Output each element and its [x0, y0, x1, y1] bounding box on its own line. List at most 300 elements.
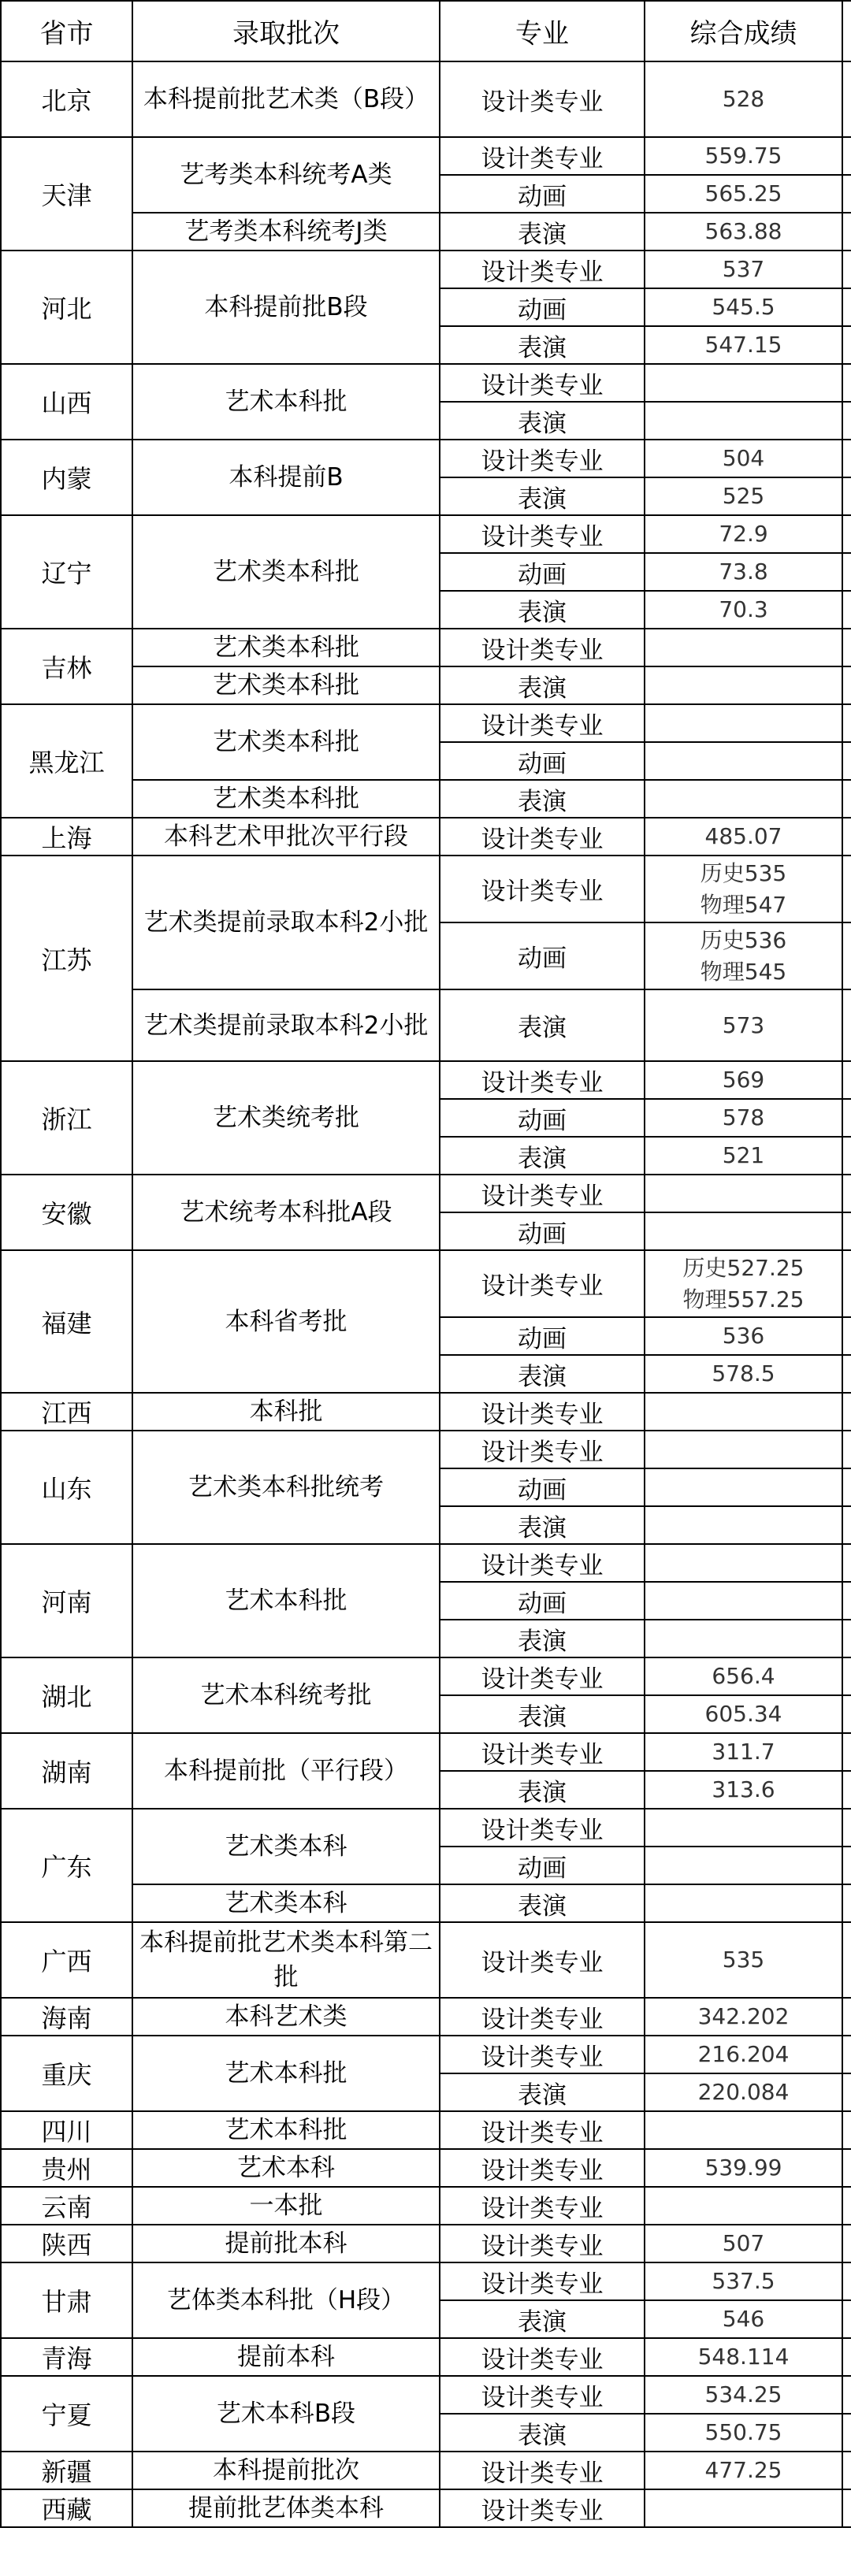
batch-cell: 本科提前批B段 — [132, 251, 440, 364]
score-line: 342.202 — [697, 2003, 790, 2029]
score-cell — [645, 1884, 842, 1922]
score-cell — [645, 2149, 842, 2187]
score-cell — [645, 1998, 842, 2036]
score-cell — [645, 61, 842, 137]
table-row — [1, 137, 851, 175]
extra-cell — [842, 1733, 851, 1771]
extra-cell — [842, 137, 851, 175]
province-cell: 宁夏 — [1, 2376, 132, 2452]
province-cell: 天津 — [1, 137, 132, 251]
score-cell — [645, 989, 842, 1061]
table-row — [1, 1922, 851, 1998]
batch-cell: 艺术本科批 — [132, 1544, 440, 1657]
extra-cell — [842, 1582, 851, 1620]
batch-cell: 艺术本科B段 — [132, 2376, 440, 2452]
score-cell — [645, 2111, 842, 2149]
extra-cell — [842, 1657, 851, 1695]
score-line: 559.75 — [704, 143, 782, 169]
score-line: 545.5 — [712, 294, 775, 320]
batch-cell: 艺术类本科批 — [132, 629, 440, 666]
extra-cell — [842, 515, 851, 553]
extra-cell — [842, 1355, 851, 1393]
province-cell: 西藏 — [1, 2489, 132, 2527]
major-cell: 设计类专业 — [440, 2262, 645, 2300]
score-line: 220.084 — [697, 2079, 790, 2105]
score-line: 70.3 — [719, 596, 768, 622]
major-cell: 动画 — [440, 1468, 645, 1506]
score-line: 565.25 — [704, 180, 782, 206]
score-line: 525 — [722, 483, 765, 509]
table-row — [1, 2225, 851, 2262]
score-cell — [645, 1393, 842, 1431]
major-cell: 表演 — [440, 1506, 645, 1544]
major-cell: 表演 — [440, 1884, 645, 1922]
table-row — [1, 2452, 851, 2489]
major-cell: 动画 — [440, 1582, 645, 1620]
table-row — [1, 364, 851, 402]
major-cell: 设计类专业 — [440, 364, 645, 402]
extra-cell — [842, 2300, 851, 2338]
table-header-row — [1, 1, 851, 61]
score-cell — [645, 2414, 842, 2452]
extra-cell — [842, 704, 851, 742]
province-cell: 浙江 — [1, 1061, 132, 1175]
score-line: 578.5 — [712, 1360, 775, 1386]
table-row — [1, 1250, 851, 1317]
score-cell — [645, 922, 842, 989]
major-cell: 设计类专业 — [440, 2187, 645, 2225]
score-cell — [645, 2262, 842, 2300]
extra-cell — [842, 922, 851, 989]
major-cell: 设计类专业 — [440, 1733, 645, 1771]
table-row — [1, 2149, 851, 2187]
score-cell — [645, 1431, 842, 1468]
extra-cell — [842, 780, 851, 818]
score-cell — [645, 742, 842, 780]
table-row — [1, 2111, 851, 2149]
extra-cell — [842, 326, 851, 364]
score-line: 物理557.25 — [682, 1286, 805, 1312]
extra-cell — [842, 742, 851, 780]
major-cell: 设计类专业 — [440, 2376, 645, 2414]
score-line: 313.6 — [712, 1776, 775, 1802]
table-body — [1, 61, 851, 2527]
batch-cell: 艺术类本科批 — [132, 666, 440, 704]
province-cell: 新疆 — [1, 2452, 132, 2489]
score-line: 311.7 — [712, 1739, 775, 1765]
province-cell: 山东 — [1, 1431, 132, 1544]
major-cell: 设计类专业 — [440, 1657, 645, 1695]
score-line: 547.15 — [704, 332, 782, 358]
score-line: 历史536 — [700, 926, 787, 953]
batch-cell: 艺考类本科统考J类 — [132, 213, 440, 251]
extra-cell — [842, 1771, 851, 1809]
score-line: 485.07 — [704, 823, 782, 849]
extra-cell — [842, 477, 851, 515]
extra-cell — [842, 1884, 851, 1922]
province-cell: 河北 — [1, 251, 132, 364]
major-cell: 表演 — [440, 591, 645, 629]
province-cell: 甘肃 — [1, 2262, 132, 2338]
table-row — [1, 1998, 851, 2036]
batch-cell: 艺术本科统考批 — [132, 1657, 440, 1733]
table-row — [1, 2262, 851, 2300]
score-line: 537.5 — [712, 2268, 775, 2294]
major-cell: 设计类专业 — [440, 1809, 645, 1847]
major-cell: 动画 — [440, 288, 645, 326]
extra-cell — [842, 213, 851, 251]
extra-cell — [842, 1175, 851, 1212]
extra-cell — [842, 591, 851, 629]
score-line: 536 — [722, 1323, 765, 1349]
table-row — [1, 856, 851, 922]
score-cell — [645, 1809, 842, 1847]
province-cell: 广东 — [1, 1809, 132, 1922]
extra-cell — [842, 1317, 851, 1355]
batch-cell: 艺术类提前录取本科2小批 — [132, 856, 440, 989]
major-cell: 表演 — [440, 989, 645, 1061]
province-cell: 河南 — [1, 1544, 132, 1657]
batch-cell: 本科艺术类 — [132, 1998, 440, 2036]
major-cell: 设计类专业 — [440, 2036, 645, 2073]
major-cell: 设计类专业 — [440, 137, 645, 175]
table-row — [1, 1175, 851, 1212]
major-cell: 设计类专业 — [440, 2149, 645, 2187]
score-cell — [645, 1544, 842, 1582]
score-line: 563.88 — [704, 218, 782, 244]
score-line: 504 — [722, 445, 765, 471]
table-row — [1, 2187, 851, 2225]
batch-cell: 艺体类本科批（H段） — [132, 2262, 440, 2338]
extra-cell — [842, 1998, 851, 2036]
extra-cell — [842, 440, 851, 477]
extra-cell — [842, 2338, 851, 2376]
extra-cell — [842, 288, 851, 326]
major-cell: 设计类专业 — [440, 1393, 645, 1431]
batch-cell: 艺考类本科统考A类 — [132, 137, 440, 213]
province-cell: 江苏 — [1, 856, 132, 1061]
score-line: 569 — [722, 1067, 765, 1093]
score-cell — [645, 2376, 842, 2414]
province-cell: 陕西 — [1, 2225, 132, 2262]
batch-cell: 本科提前B — [132, 440, 440, 515]
score-cell — [645, 1771, 842, 1809]
score-cell — [645, 2489, 842, 2527]
score-cell — [645, 326, 842, 364]
score-line: 物理547 — [700, 891, 787, 918]
major-cell: 表演 — [440, 2414, 645, 2452]
major-cell: 动画 — [440, 1212, 645, 1250]
table-row — [1, 1733, 851, 1771]
extra-cell — [842, 2414, 851, 2452]
score-cell — [645, 818, 842, 856]
batch-cell: 艺术类本科 — [132, 1809, 440, 1884]
score-cell — [645, 704, 842, 742]
batch-cell: 本科提前批（平行段） — [132, 1733, 440, 1809]
score-line: 528 — [722, 86, 765, 112]
extra-cell — [842, 61, 851, 137]
score-line: 507 — [722, 2230, 765, 2256]
table-row — [1, 1061, 851, 1099]
batch-cell: 艺术类本科批 — [132, 515, 440, 629]
extra-cell — [842, 2452, 851, 2489]
major-cell: 设计类专业 — [440, 1175, 645, 1212]
province-cell: 山西 — [1, 364, 132, 440]
score-cell — [645, 175, 842, 213]
extra-cell — [842, 251, 851, 288]
major-cell: 设计类专业 — [440, 704, 645, 742]
table-row — [1, 2338, 851, 2376]
score-cell — [645, 1733, 842, 1771]
major-cell: 设计类专业 — [440, 2338, 645, 2376]
major-cell: 动画 — [440, 1847, 645, 1884]
extra-cell — [842, 2036, 851, 2073]
score-line: 216.204 — [697, 2041, 790, 2067]
batch-cell: 本科省考批 — [132, 1250, 440, 1393]
province-cell: 海南 — [1, 1998, 132, 2036]
province-cell: 贵州 — [1, 2149, 132, 2187]
batch-cell: 艺术本科批 — [132, 364, 440, 440]
table-row — [1, 440, 851, 477]
extra-cell — [842, 2225, 851, 2262]
score-cell — [645, 213, 842, 251]
score-cell — [645, 440, 842, 477]
score-cell — [645, 1061, 842, 1099]
score-cell — [645, 2036, 842, 2073]
major-cell: 表演 — [440, 2073, 645, 2111]
table-row — [1, 704, 851, 742]
extra-cell — [842, 1620, 851, 1657]
score-line: 605.34 — [704, 1701, 782, 1727]
score-cell — [645, 1212, 842, 1250]
major-cell: 设计类专业 — [440, 1061, 645, 1099]
score-cell — [645, 2452, 842, 2489]
province-cell: 广西 — [1, 1922, 132, 1998]
major-cell: 设计类专业 — [440, 1250, 645, 1317]
table-row — [1, 2489, 851, 2527]
score-cell — [645, 1250, 842, 1317]
batch-cell: 提前本科 — [132, 2338, 440, 2376]
header-batch: 录取批次 — [132, 1, 440, 61]
major-cell: 设计类专业 — [440, 440, 645, 477]
major-cell: 表演 — [440, 1771, 645, 1809]
major-cell: 设计类专业 — [440, 2452, 645, 2489]
score-cell — [645, 1620, 842, 1657]
score-cell — [645, 288, 842, 326]
score-cell — [645, 1922, 842, 1998]
major-cell: 动画 — [440, 922, 645, 989]
extra-cell — [842, 629, 851, 666]
extra-cell — [842, 553, 851, 591]
extra-cell — [842, 1506, 851, 1544]
batch-cell: 艺术类本科批 — [132, 704, 440, 780]
score-cell — [645, 1175, 842, 1212]
major-cell: 设计类专业 — [440, 818, 645, 856]
major-cell: 表演 — [440, 477, 645, 515]
score-line: 521 — [722, 1142, 765, 1168]
score-cell — [645, 1847, 842, 1884]
batch-cell: 本科提前批艺术类本科第二批 — [132, 1922, 440, 1998]
batch-cell: 艺术类本科 — [132, 1884, 440, 1922]
batch-cell: 本科提前批次 — [132, 2452, 440, 2489]
header-score: 综合成绩 — [645, 1, 842, 61]
table-row — [1, 1809, 851, 1847]
table-row — [1, 251, 851, 288]
major-cell: 表演 — [440, 402, 645, 440]
score-line: 573 — [722, 1011, 765, 1038]
score-cell — [645, 629, 842, 666]
batch-cell: 艺术类统考批 — [132, 1061, 440, 1175]
score-cell — [645, 2225, 842, 2262]
extra-cell — [842, 2111, 851, 2149]
table-row — [1, 1393, 851, 1431]
province-cell: 安徽 — [1, 1175, 132, 1250]
extra-cell — [842, 1695, 851, 1733]
major-cell: 动画 — [440, 175, 645, 213]
province-cell: 青海 — [1, 2338, 132, 2376]
score-cell — [645, 2187, 842, 2225]
province-cell: 吉林 — [1, 629, 132, 704]
extra-cell — [842, 818, 851, 856]
major-cell: 设计类专业 — [440, 251, 645, 288]
score-cell — [645, 1355, 842, 1393]
header-extra — [842, 1, 851, 61]
major-cell: 表演 — [440, 1137, 645, 1175]
extra-cell — [842, 2187, 851, 2225]
extra-cell — [842, 1061, 851, 1099]
header-major: 专业 — [440, 1, 645, 61]
table-row — [1, 629, 851, 666]
score-line: 历史527.25 — [682, 1254, 805, 1281]
table-row — [1, 61, 851, 137]
score-line: 546 — [722, 2306, 765, 2332]
batch-cell: 提前批艺体类本科 — [132, 2489, 440, 2527]
extra-cell — [842, 1544, 851, 1582]
score-cell — [645, 402, 842, 440]
table-row — [1, 2036, 851, 2073]
batch-cell: 本科艺术甲批次平行段 — [132, 818, 440, 856]
score-line: 537 — [722, 256, 765, 282]
major-cell: 表演 — [440, 1695, 645, 1733]
major-cell: 表演 — [440, 666, 645, 704]
table-row — [1, 818, 851, 856]
province-cell: 湖南 — [1, 1733, 132, 1809]
batch-cell: 艺术本科批 — [132, 2111, 440, 2149]
major-cell: 设计类专业 — [440, 629, 645, 666]
score-cell — [645, 1099, 842, 1137]
major-cell: 表演 — [440, 780, 645, 818]
major-cell: 动画 — [440, 742, 645, 780]
province-cell: 湖北 — [1, 1657, 132, 1733]
major-cell: 表演 — [440, 1355, 645, 1393]
table-row — [1, 2376, 851, 2414]
batch-cell: 艺术类本科批 — [132, 780, 440, 818]
batch-cell: 艺术本科批 — [132, 2036, 440, 2111]
score-line: 535 — [722, 1947, 765, 1973]
province-cell: 辽宁 — [1, 515, 132, 629]
extra-cell — [842, 856, 851, 922]
extra-cell — [842, 2376, 851, 2414]
score-line: 历史535 — [700, 859, 787, 886]
score-line: 73.8 — [719, 559, 768, 585]
extra-cell — [842, 2262, 851, 2300]
major-cell: 设计类专业 — [440, 2489, 645, 2527]
batch-cell: 艺术统考本科批A段 — [132, 1175, 440, 1250]
score-line: 550.75 — [704, 2419, 782, 2445]
major-cell: 设计类专业 — [440, 1431, 645, 1468]
score-line: 72.9 — [719, 521, 768, 547]
batch-cell: 一本批 — [132, 2187, 440, 2225]
batch-cell: 艺术类提前录取本科2小批 — [132, 989, 440, 1061]
score-cell — [645, 1695, 842, 1733]
score-line: 578 — [722, 1104, 765, 1130]
score-cell — [645, 856, 842, 922]
extra-cell — [842, 1250, 851, 1317]
score-cell — [645, 2073, 842, 2111]
province-cell: 上海 — [1, 818, 132, 856]
extra-cell — [842, 2489, 851, 2527]
major-cell: 设计类专业 — [440, 1922, 645, 1998]
extra-cell — [842, 1922, 851, 1998]
extra-cell — [842, 1212, 851, 1250]
major-cell: 设计类专业 — [440, 61, 645, 137]
table-row — [1, 1431, 851, 1468]
score-cell — [645, 1317, 842, 1355]
score-line: 539.99 — [704, 2155, 782, 2181]
province-cell: 江西 — [1, 1393, 132, 1431]
major-cell: 动画 — [440, 1317, 645, 1355]
score-cell — [645, 515, 842, 553]
score-line: 物理545 — [700, 958, 787, 985]
batch-cell: 艺术本科 — [132, 2149, 440, 2187]
extra-cell — [842, 1847, 851, 1884]
score-cell — [645, 1506, 842, 1544]
score-cell — [645, 780, 842, 818]
batch-cell: 提前批本科 — [132, 2225, 440, 2262]
batch-cell: 艺术类本科批统考 — [132, 1431, 440, 1544]
score-cell — [645, 2300, 842, 2338]
score-cell — [645, 666, 842, 704]
major-cell: 表演 — [440, 213, 645, 251]
extra-cell — [842, 175, 851, 213]
header-province: 省市 — [1, 1, 132, 61]
province-cell: 北京 — [1, 61, 132, 137]
score-cell — [645, 591, 842, 629]
batch-cell: 本科批 — [132, 1393, 440, 1431]
extra-cell — [842, 2073, 851, 2111]
major-cell: 表演 — [440, 326, 645, 364]
major-cell: 动画 — [440, 553, 645, 591]
province-cell: 黑龙江 — [1, 704, 132, 818]
extra-cell — [842, 1137, 851, 1175]
score-line: 656.4 — [712, 1663, 775, 1689]
score-cell — [645, 477, 842, 515]
major-cell: 设计类专业 — [440, 2225, 645, 2262]
score-cell — [645, 1137, 842, 1175]
table-row — [1, 1657, 851, 1695]
score-line: 534.25 — [704, 2381, 782, 2407]
major-cell: 设计类专业 — [440, 1998, 645, 2036]
major-cell: 表演 — [440, 1620, 645, 1657]
extra-cell — [842, 666, 851, 704]
extra-cell — [842, 364, 851, 402]
major-cell: 设计类专业 — [440, 515, 645, 553]
major-cell: 动画 — [440, 1099, 645, 1137]
province-cell: 内蒙 — [1, 440, 132, 515]
extra-cell — [842, 1431, 851, 1468]
score-cell — [645, 1468, 842, 1506]
province-cell: 云南 — [1, 2187, 132, 2225]
